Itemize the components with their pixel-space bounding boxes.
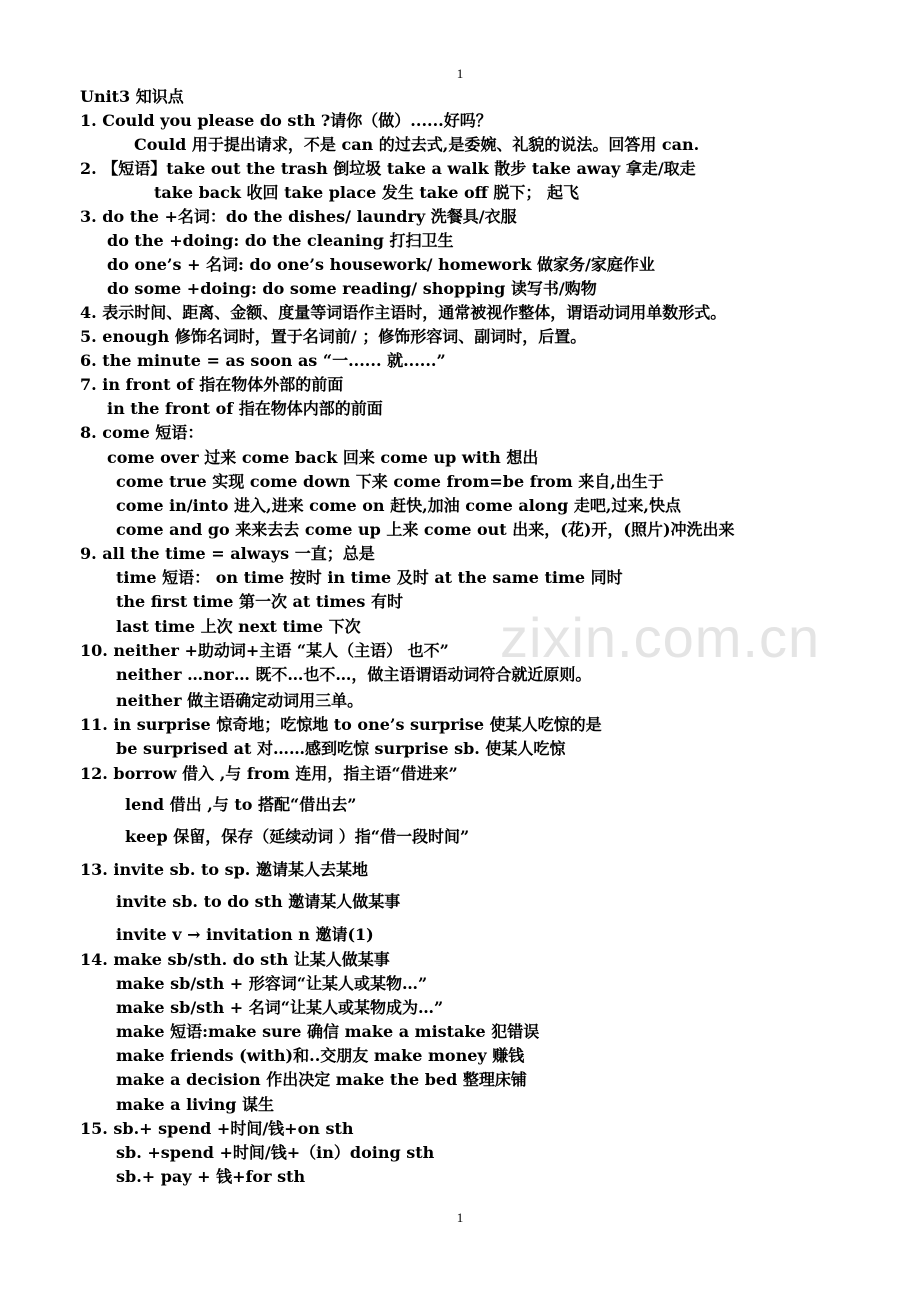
text-line: 7. in front of 指在物体外部的前面 bbox=[80, 375, 344, 394]
text-line: lend 借出 ,与 to 搭配“借出去” bbox=[125, 795, 357, 814]
text-line: in the front of 指在物体内部的前面 bbox=[107, 399, 383, 418]
text-line: come and go 来来去去 come up 上来 come out 出来，(花)开，(照片)冲洗出来 bbox=[116, 520, 735, 539]
text-line: 12. borrow 借入 ,与 from 连用，指主语“借进来” bbox=[80, 764, 458, 783]
text-line: be surprised at 对……感到吃惊 surprise sb. 使某人吃惊 bbox=[116, 739, 566, 758]
text-line: Unit3 知识点 bbox=[80, 87, 184, 106]
text-line: 2. 【短语】take out the trash 倒垃圾 take a walk 散步 take away 拿走/取走 bbox=[80, 159, 696, 178]
text-line: make friends (with)和..交朋友 make money 赚钱 bbox=[116, 1046, 525, 1065]
text-line: make sb/sth + 名词“让某人或某物成为…” bbox=[116, 998, 444, 1017]
text-line: 10. neither +助动词+主语 “某人（主语） 也不” bbox=[80, 641, 449, 660]
text-line: Could 用于提出请求，不是 can 的过去式,是委婉、礼貌的说法。回答用 can. bbox=[134, 135, 700, 154]
text-line: 3. do the +名词：do the dishes/ laundry 洗餐具/衣服 bbox=[80, 207, 517, 226]
text-line: invite sb. to do sth 邀请某人做某事 bbox=[116, 892, 401, 911]
text-line: 13. invite sb. to sp. 邀请某人去某地 bbox=[80, 860, 368, 879]
page-number-top: 1 bbox=[456, 66, 464, 81]
text-line: come over 过来 come back 回来 come up with 想出 bbox=[107, 448, 539, 467]
text-line: neither 做主语确定动词用三单。 bbox=[116, 691, 364, 710]
text-line: sb. +spend +时间/钱+（in）doing sth bbox=[116, 1143, 435, 1162]
text-line: make a living 谋生 bbox=[116, 1095, 274, 1114]
text-line: sb.+ pay + 钱+for sth bbox=[116, 1167, 306, 1186]
text-line: 15. sb.+ spend +时间/钱+on sth bbox=[80, 1119, 354, 1138]
text-line: do some +doing: do some reading/ shopping 读写书/购物 bbox=[107, 279, 597, 298]
text-line: make 短语:make sure 确信 make a mistake 犯错误 bbox=[116, 1022, 540, 1041]
text-line: last time 上次 next time 下次 bbox=[116, 617, 361, 636]
text-line: the first time 第一次 at times 有时 bbox=[116, 592, 404, 611]
text-line: 1. Could you please do sth ?请你（做）......好吗？ bbox=[80, 111, 492, 130]
text-line: 4. 表示时间、距离、金额、度量等词语作主语时，通常被视作整体，谓语动词用单数形式。 bbox=[80, 303, 727, 322]
text-line: time 短语： on time 按时 in time 及时 at the same time 同时 bbox=[116, 568, 623, 587]
text-line: keep 保留，保存（延续动词 ）指“借一段时间” bbox=[125, 827, 470, 846]
text-line: 8. come 短语： bbox=[80, 423, 204, 442]
text-line: 5. enough 修饰名词时，置于名词前/ ；修饰形容词、副词时，后置。 bbox=[80, 327, 587, 346]
text-line: make a decision 作出决定 make the bed 整理床铺 bbox=[116, 1070, 527, 1089]
page-number-bottom: 1 bbox=[456, 1210, 464, 1225]
text-line: do the +doing: do the cleaning 打扫卫生 bbox=[107, 231, 454, 250]
text-line: come in/into 进入,进来 come on 赶快,加油 come along 走吧,过来,快点 bbox=[116, 496, 681, 515]
text-line: 14. make sb/sth. do sth 让某人做某事 bbox=[80, 950, 390, 969]
text-line: take back 收回 take place 发生 take off 脱下； 起飞 bbox=[154, 183, 579, 202]
text-line: do one’s + 名词: do one’s housework/ homework 做家务/家庭作业 bbox=[107, 255, 655, 274]
watermark: zixin.com.cn bbox=[500, 606, 821, 669]
text-line: make sb/sth + 形容词“让某人或某物…” bbox=[116, 974, 428, 993]
text-line: neither …nor… 既不…也不…，做主语谓语动词符合就近原则。 bbox=[116, 665, 592, 684]
text-line: come true 实现 come down 下来 come from=be from 来自,出生于 bbox=[116, 472, 664, 491]
text-line: 9. all the time = always 一直；总是 bbox=[80, 544, 375, 563]
text-line: invite v → invitation n 邀请(1) bbox=[116, 925, 374, 944]
text-line: 6. the minute = as soon as “一...... 就......” bbox=[80, 351, 446, 370]
text-line: 11. in surprise 惊奇地；吃惊地 to one’s surprise 使某人吃惊的是 bbox=[80, 715, 602, 734]
